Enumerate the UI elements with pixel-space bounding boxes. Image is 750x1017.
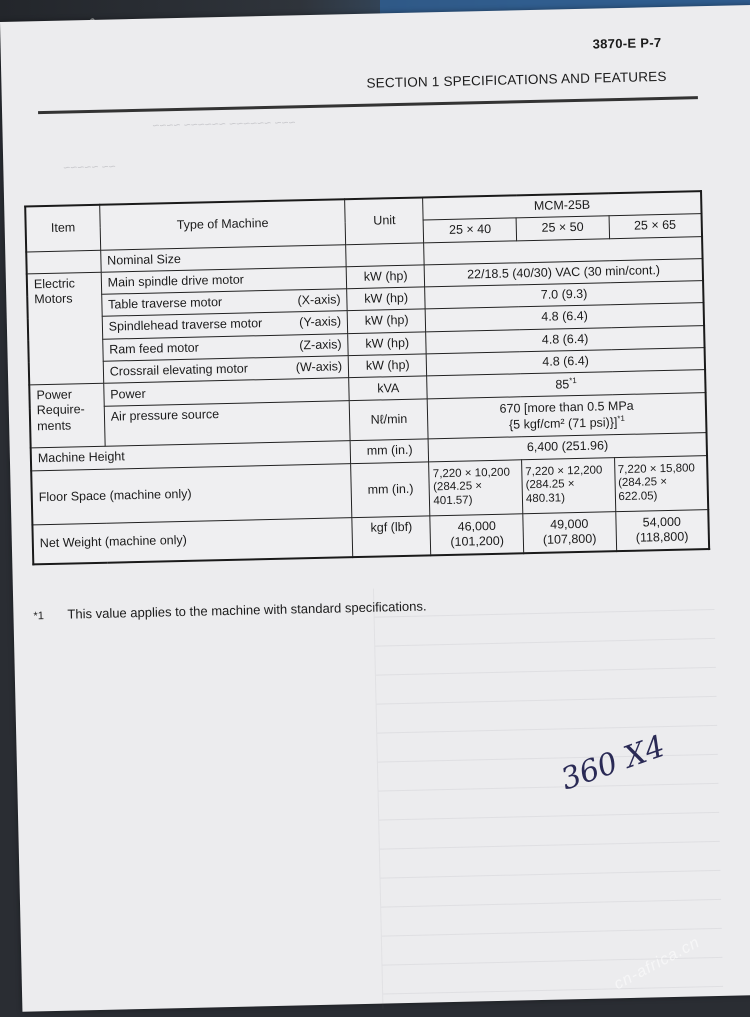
row-value-ram-feed: 4.8 (6.4) bbox=[426, 325, 704, 354]
bleed-through-text: ~~ ~~~~~ bbox=[63, 159, 116, 175]
footnote-text: This value applies to the machine with standard specifications. bbox=[67, 598, 427, 622]
row-unit-floor-space: mm (in.) bbox=[351, 462, 430, 518]
net-weight-value-1: 46,000 (101,200) bbox=[430, 513, 523, 555]
item-blank bbox=[26, 250, 101, 274]
footnote bbox=[33, 598, 426, 622]
watermark-bottom: cn-africa.cn bbox=[611, 933, 703, 994]
bleed-through-text: ~~~ ~~~~~~ ~~~~~~ ~~~~ bbox=[152, 115, 296, 133]
floor-space-value-3: 7,220 × 15,800 (284.25 × 622.05) bbox=[614, 455, 708, 511]
row-unit-table-traverse: kW (hp) bbox=[347, 287, 426, 311]
row-label-power: Power bbox=[103, 378, 349, 407]
row-label-net-weight: Net Weight (machine only) bbox=[32, 517, 353, 564]
section-title: SECTION 1 SPECIFICATIONS AND FEATURES bbox=[366, 68, 667, 91]
specifications-table bbox=[24, 190, 710, 565]
row-unit-machine-height: mm (in.) bbox=[350, 439, 429, 463]
model-name: MCM-25B bbox=[423, 191, 701, 220]
header-rule bbox=[38, 96, 698, 114]
page-reference: 3870-E P-7 bbox=[592, 35, 662, 52]
net-weight-value-3: 54,000 (118,800) bbox=[615, 509, 709, 551]
axis-label-x: (X-axis) bbox=[297, 292, 341, 308]
row-value-machine-height: 6,400 (251.96) bbox=[429, 433, 707, 462]
row-value-spindlehead-traverse: 4.8 (6.4) bbox=[426, 303, 704, 332]
row-value-main-spindle: 22/18.5 (40/30) VAC (30 min/cont.) bbox=[425, 258, 703, 287]
group-electric-motors: Electric Motors bbox=[27, 272, 104, 385]
footnote-mark: *1 bbox=[33, 610, 45, 623]
row-unit-air-pressure: Nℓ/min bbox=[349, 399, 428, 441]
row-unit-crossrail-elevating: kW (hp) bbox=[348, 354, 427, 378]
footnote-ref: *1 bbox=[617, 414, 625, 424]
nominal-size-unit bbox=[346, 242, 425, 266]
row-label-crossrail-elevating: Crossrail elevating motor (W-axis) bbox=[103, 355, 349, 383]
row-label-floor-space: Floor Space (machine only) bbox=[31, 463, 352, 524]
size-3: 25 × 65 bbox=[609, 214, 702, 238]
handwritten-note-text: 360 X4 bbox=[556, 729, 670, 798]
document-page bbox=[0, 5, 750, 1012]
nominal-size-label: Nominal Size bbox=[100, 244, 346, 272]
floor-space-value-1: 7,220 × 10,200 (284.25 × 401.57) bbox=[429, 459, 523, 515]
size-2: 25 × 50 bbox=[516, 216, 609, 240]
header-item: Item bbox=[25, 205, 100, 252]
row-unit-main-spindle: kW (hp) bbox=[346, 265, 425, 289]
row-value-air-pressure: 670 [more than 0.5 MPa {5 kgf/cm² (71 psi)}]$^{*1}$ bbox=[428, 393, 707, 439]
row-unit-net-weight: kgf (lbf) bbox=[352, 516, 431, 558]
axis-label-y: (Y-axis) bbox=[299, 314, 342, 330]
axis-label-z: (Z-axis) bbox=[299, 336, 342, 352]
handwritten-note bbox=[546, 714, 698, 797]
floor-space-value-2: 7,220 × 12,200 (284.25 × 480.31) bbox=[522, 457, 616, 513]
row-label-spindlehead-traverse: Spindlehead traverse motor (Y-axis) bbox=[102, 311, 348, 339]
row-value-crossrail-elevating: 4.8 (6.4) bbox=[427, 347, 705, 376]
row-label-air-pressure: Air pressure source bbox=[104, 401, 350, 447]
net-weight-value-2: 49,000 (107,800) bbox=[523, 511, 616, 553]
row-label-table-traverse: Table traverse motor (X-axis) bbox=[101, 289, 347, 317]
row-label-ram-feed: Ram feed motor (Z-axis) bbox=[102, 333, 348, 361]
size-1: 25 × 40 bbox=[424, 218, 517, 242]
row-unit-ram-feed: kW (hp) bbox=[348, 331, 427, 355]
footnote-ref: *1 bbox=[569, 376, 577, 386]
row-value-table-traverse: 7.0 (9.3) bbox=[425, 281, 703, 310]
row-value-power: 85$^{*1}$ bbox=[427, 370, 705, 400]
row-unit-spindlehead-traverse: kW (hp) bbox=[347, 309, 426, 333]
axis-label-w: (W-axis) bbox=[295, 359, 343, 375]
row-label-main-spindle: Main spindle drive motor bbox=[101, 266, 347, 294]
row-label-machine-height: Machine Height bbox=[31, 441, 351, 470]
header-unit: Unit bbox=[345, 197, 424, 244]
row-unit-power: kVA bbox=[349, 376, 428, 401]
header-type-of-machine: Type of Machine bbox=[99, 199, 345, 250]
group-power-requirements: Power Require- ments bbox=[29, 383, 105, 448]
